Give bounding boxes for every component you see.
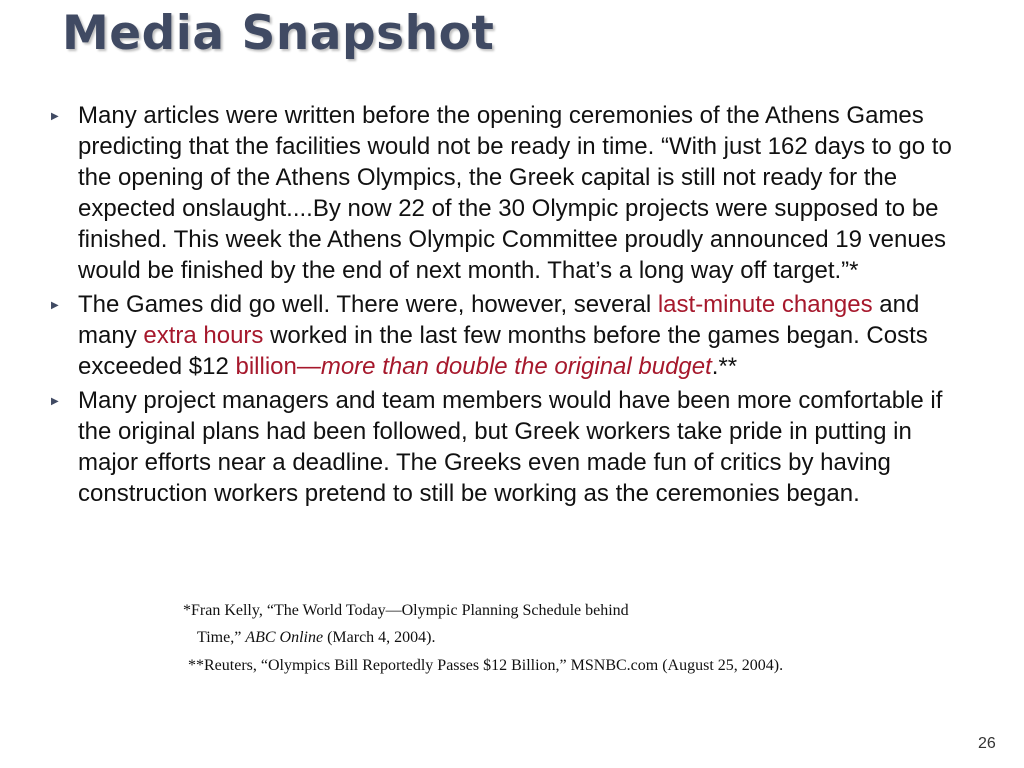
bullet-item	[46, 100, 976, 286]
reference-1-line-2	[197, 629, 436, 647]
reference-text: Time,”	[197, 629, 246, 646]
highlight-text: billion—	[235, 353, 321, 380]
bullet-list	[46, 100, 976, 512]
triangle-right-icon: ▶	[51, 111, 59, 122]
highlight-italic-text: more than double the original budget	[320, 353, 712, 380]
highlight-text: extra hours	[143, 322, 264, 349]
bullet-text-part: Many project managers and team members would have been more comfortable if the original plans had been followed, but Greek workers take pride in putting in major efforts near a deadline. The Greeks even made fun of critics by having construction workers pretend to still be working as the ceremonies began.	[78, 387, 943, 507]
bullet-text	[78, 385, 976, 509]
reference-1-line-1: *Fran Kelly, “The World Today—Olympic Planning Schedule behind	[183, 602, 629, 619]
bullet-item	[46, 385, 976, 509]
highlight-text: last-minute changes	[657, 291, 873, 318]
bullet-text-part: and many	[78, 291, 920, 349]
bullet-text-part: .**	[711, 353, 738, 380]
slide-title: Media Snapshot	[62, 6, 495, 61]
bullet-text-part: worked in the last few months before the games began. Costs exceeded $12	[78, 322, 928, 380]
reference-text: (March 4, 2004).	[323, 629, 436, 646]
triangle-right-icon: ▶	[51, 396, 59, 407]
page-number: 26	[978, 735, 996, 752]
triangle-right-icon: ▶	[51, 300, 59, 311]
bullet-text-part: Many articles were written before the opening ceremonies of the Athens Games predicting that the facilities would not be ready in time. “With just 162 days to go to the opening of the Athens Olympics, the Greek capital is still not ready for the expected onslaught....By now 22 of the 30 Olympic projects were supposed to be finished. This week the Athens Olympic Committee proudly announced 19 venues would be finished by the end of next month. That’s a long way off target.”*	[78, 102, 952, 284]
reference-2: **Reuters, “Olympics Bill Reportedly Passes $12 Billion,” MSNBC.com (August 25, 2004).	[188, 657, 784, 674]
bullet-text-part: The Games did go well. There were, however, several	[78, 291, 658, 318]
bullet-item	[46, 289, 976, 382]
reference-source-italic: ABC Online	[245, 629, 324, 646]
bullet-text	[78, 289, 976, 382]
bullet-text	[78, 100, 976, 286]
